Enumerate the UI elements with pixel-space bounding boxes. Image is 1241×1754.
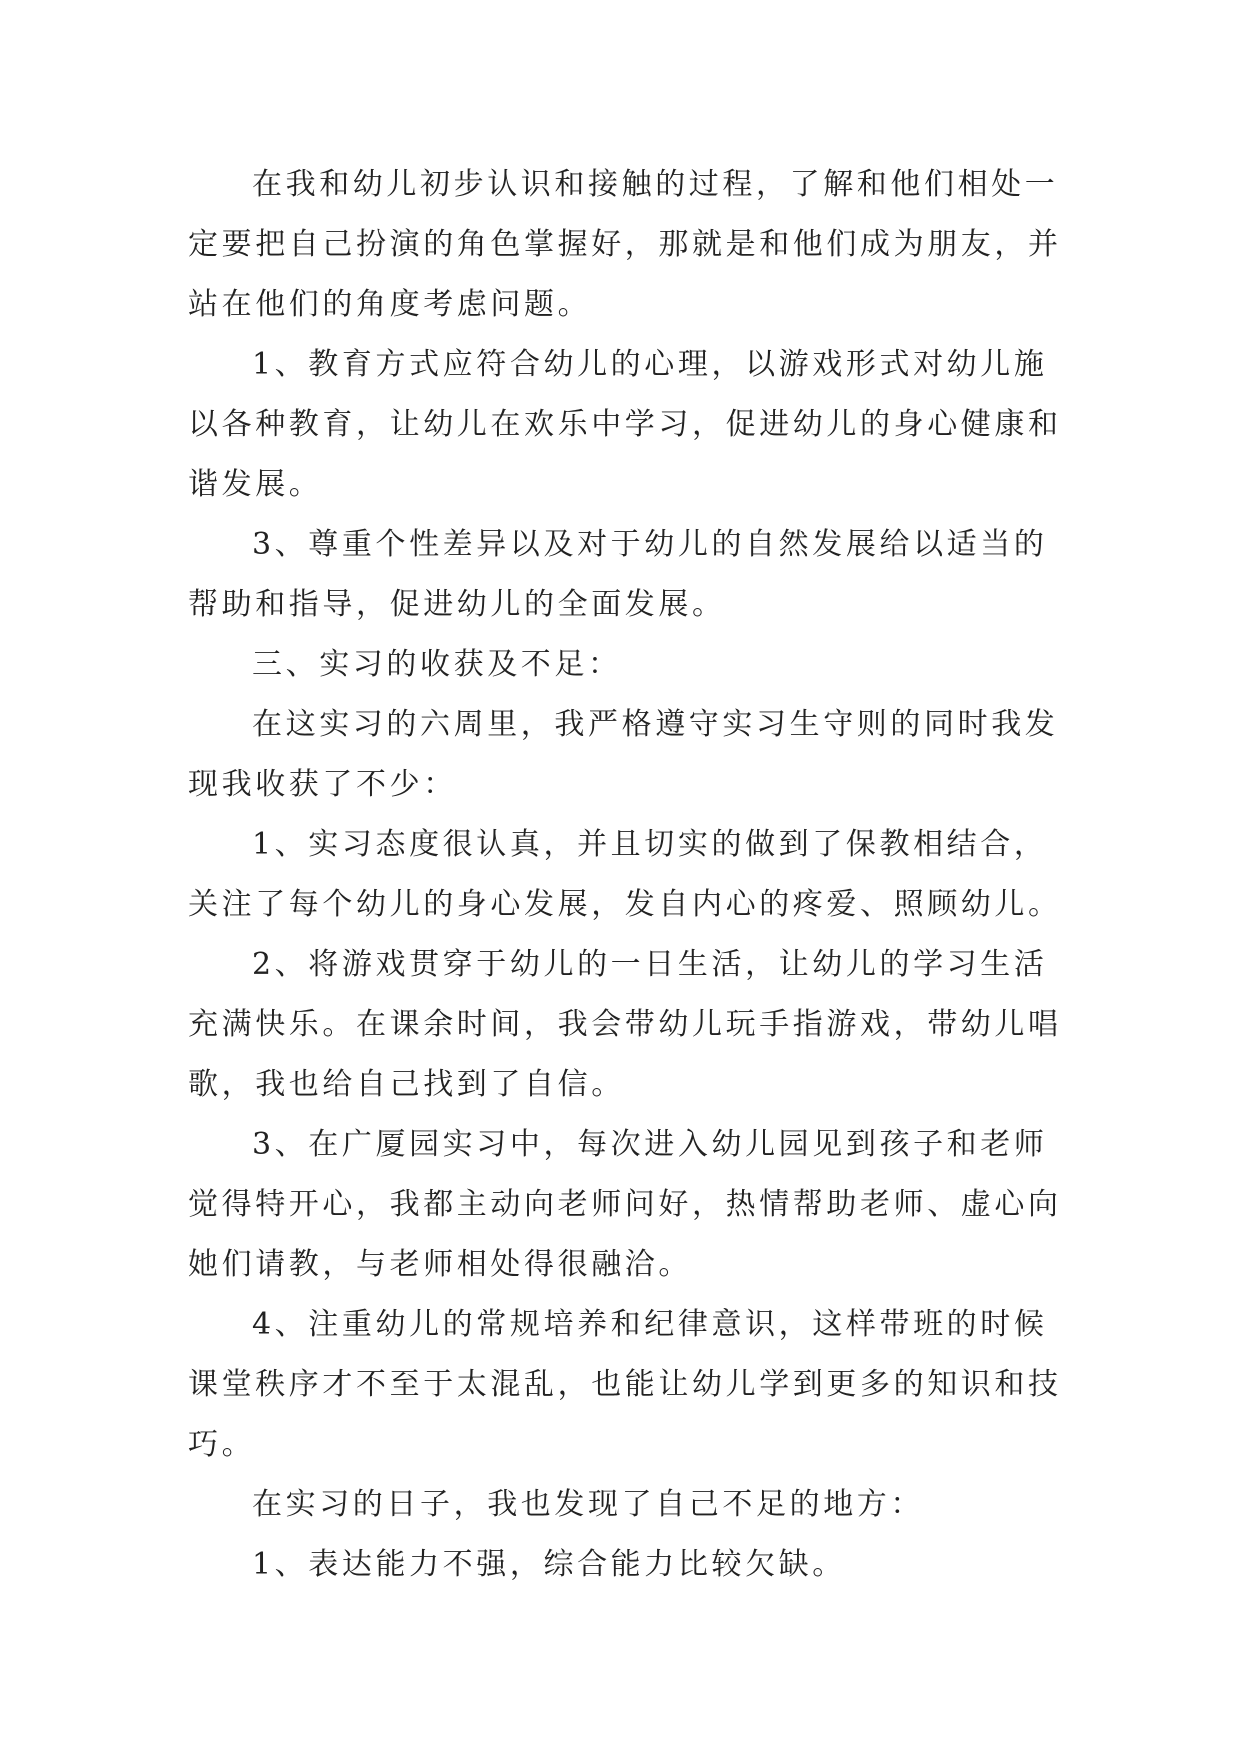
section-heading: 三、实习的收获及不足： bbox=[252, 647, 622, 682]
paragraph-line: 觉得特开心，我都主动向老师问好，热情帮助老师、虚心向 bbox=[188, 1187, 1062, 1222]
paragraph-line: 课堂秩序才不至于太混乱，也能让幼儿学到更多的知识和技 bbox=[188, 1367, 1062, 1402]
paragraph-line: 关注了每个幼儿的身心发展，发自内心的疼爱、照顾幼儿。 bbox=[188, 887, 1062, 922]
document-body bbox=[188, 155, 1062, 1595]
paragraph-line: 1、教育方式应符合幼儿的心理，以游戏形式对幼儿施 bbox=[252, 347, 1048, 382]
paragraph-line: 谐发展。 bbox=[188, 467, 323, 502]
paragraph-line: 2、将游戏贯穿于幼儿的一日生活，让幼儿的学习生活 bbox=[252, 947, 1048, 982]
paragraph-line: 充满快乐。在课余时间，我会带幼儿玩手指游戏，带幼儿唱 bbox=[188, 1007, 1062, 1042]
paragraph-line: 3、在广厦园实习中，每次进入幼儿园见到孩子和老师 bbox=[252, 1127, 1048, 1162]
paragraph-line: 歌，我也给自己找到了自信。 bbox=[188, 1067, 625, 1102]
paragraph-line: 现我收获了不少： bbox=[188, 767, 457, 802]
paragraph-line: 以各种教育，让幼儿在欢乐中学习，促进幼儿的身心健康和 bbox=[188, 407, 1062, 442]
paragraph-line: 4、注重幼儿的常规培养和纪律意识，这样带班的时候 bbox=[252, 1307, 1048, 1342]
paragraph-line: 帮助和指导，促进幼儿的全面发展。 bbox=[188, 587, 726, 622]
paragraph-line: 定要把自己扮演的角色掌握好，那就是和他们成为朋友，并 bbox=[188, 227, 1062, 262]
paragraph-line: 在我和幼儿初步认识和接触的过程，了解和他们相处一 bbox=[252, 167, 1059, 202]
paragraph-line: 3、尊重个性差异以及对于幼儿的自然发展给以适当的 bbox=[252, 527, 1048, 562]
paragraph-line: 1、表达能力不强，综合能力比较欠缺。 bbox=[252, 1547, 846, 1582]
paragraph-line: 站在他们的角度考虑问题。 bbox=[188, 287, 592, 322]
paragraph-line: 1、实习态度很认真，并且切实的做到了保教相结合， bbox=[252, 827, 1048, 862]
paragraph-line: 在这实习的六周里，我严格遵守实习生守则的同时我发 bbox=[252, 707, 1059, 742]
paragraph-line: 巧。 bbox=[188, 1427, 256, 1462]
paragraph-line: 她们请教，与老师相处得很融洽。 bbox=[188, 1247, 692, 1282]
paragraph-line: 在实习的日子，我也发现了自己不足的地方： bbox=[252, 1487, 924, 1522]
